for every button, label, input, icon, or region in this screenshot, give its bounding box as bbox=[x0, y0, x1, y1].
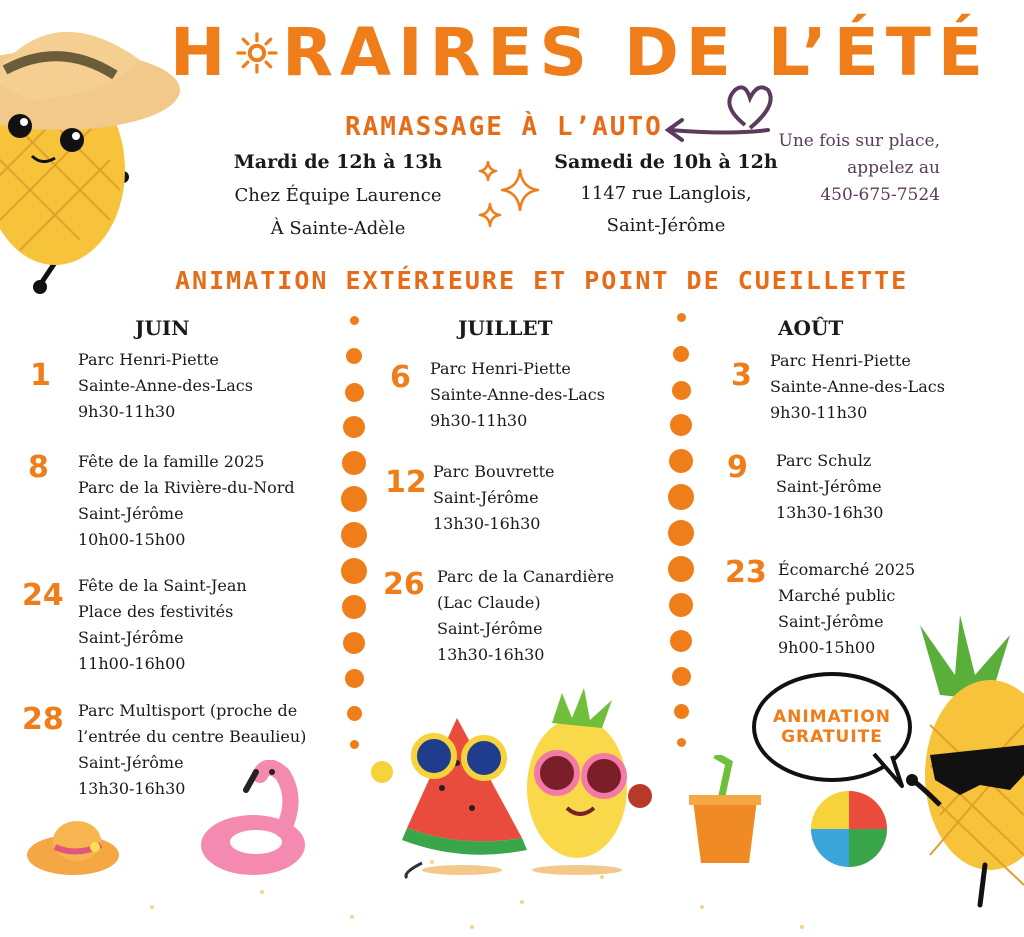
event-line: l’entrée du centre Beaulieu) bbox=[78, 727, 307, 746]
title-rest: RAIRES DE L’ÉTÉ bbox=[282, 14, 990, 91]
event-line: Écomarché 2025 bbox=[778, 560, 916, 579]
june-day-8: 8 bbox=[28, 450, 49, 485]
august-event-2 bbox=[776, 448, 883, 526]
event-line: Marché public bbox=[778, 586, 896, 605]
event-line: Saint-Jérôme bbox=[78, 628, 184, 647]
beach-ball-illustration bbox=[808, 788, 890, 870]
section-title: ANIMATION EXTÉRIEURE ET POINT DE CUEILLETTE bbox=[175, 266, 909, 295]
pickup-tuesday-line1: Chez Équipe Laurence bbox=[234, 185, 442, 206]
june-event-4 bbox=[78, 698, 306, 802]
event-line: (Lac Claude) bbox=[437, 593, 541, 612]
sun-icon bbox=[236, 21, 278, 85]
july-day-12: 12 bbox=[385, 465, 427, 500]
pickup-saturday-line1: 1147 rue Langlois, bbox=[580, 183, 752, 204]
event-line: 13h30-16h30 bbox=[78, 779, 186, 798]
event-line: Parc Multisport (proche de bbox=[78, 701, 298, 720]
august-event-3 bbox=[778, 557, 915, 661]
pickup-title: RAMASSAGE À L’AUTO bbox=[345, 112, 663, 142]
sparkles-icon bbox=[472, 160, 542, 235]
event-line: Sainte-Anne-des-Lacs bbox=[430, 385, 605, 404]
badge-line2: GRATUITE bbox=[781, 727, 883, 747]
july-event-2 bbox=[433, 459, 554, 537]
event-line: Saint-Jérôme bbox=[776, 477, 882, 496]
event-line: Saint-Jérôme bbox=[78, 504, 184, 523]
june-event-2 bbox=[78, 449, 295, 553]
event-line: Fête de la Saint-Jean bbox=[78, 576, 247, 595]
event-line: 13h30-16h30 bbox=[433, 514, 541, 533]
event-line: Parc de la Canardière bbox=[437, 567, 615, 586]
august-day-3: 3 bbox=[731, 358, 752, 393]
sun-hat-illustration bbox=[25, 815, 120, 880]
note-line1: Une fois sur place, bbox=[778, 131, 940, 151]
pickup-saturday-heading: Samedi de 10h à 12h bbox=[554, 151, 778, 173]
event-line: Parc de la Rivière-du-Nord bbox=[78, 478, 295, 497]
pickup-saturday-line2: Saint-Jérôme bbox=[606, 215, 726, 236]
event-line: Fête de la famille 2025 bbox=[78, 452, 265, 471]
event-line: Saint-Jérôme bbox=[437, 619, 543, 638]
june-event-3 bbox=[78, 573, 247, 677]
event-line: 9h30-11h30 bbox=[770, 403, 868, 422]
june-day-24: 24 bbox=[22, 578, 64, 613]
june-day-1: 1 bbox=[30, 358, 51, 393]
event-line: 11h00-16h00 bbox=[78, 654, 186, 673]
july-event-1 bbox=[430, 356, 605, 434]
watermelon-pineapple-friends-illustration bbox=[362, 688, 662, 883]
speech-bubble-tail bbox=[872, 752, 912, 792]
event-line: 13h30-16h30 bbox=[776, 503, 884, 522]
event-line: 9h00-15h00 bbox=[778, 638, 876, 657]
august-day-23: 23 bbox=[725, 555, 767, 590]
june-day-28: 28 bbox=[22, 702, 64, 737]
event-line: Parc Henri-Piette bbox=[430, 359, 571, 378]
event-line: Place des festivités bbox=[78, 602, 234, 621]
pickup-tuesday-heading: Mardi de 12h à 13h bbox=[233, 151, 443, 173]
pickup-tuesday-line2: À Sainte-Adèle bbox=[270, 218, 406, 239]
june-event-1 bbox=[78, 347, 253, 425]
event-line: Saint-Jérôme bbox=[433, 488, 539, 507]
beach-bucket-illustration bbox=[685, 755, 765, 867]
pickup-tuesday bbox=[218, 146, 458, 245]
august-event-1 bbox=[770, 348, 945, 426]
page-title bbox=[170, 8, 990, 98]
badge-line1: ANIMATION bbox=[772, 707, 892, 727]
event-line: Saint-Jérôme bbox=[78, 753, 184, 772]
july-day-26: 26 bbox=[383, 567, 425, 602]
title-prefix: H bbox=[170, 14, 233, 91]
event-line: 13h30-16h30 bbox=[437, 645, 545, 664]
july-event-3 bbox=[437, 564, 614, 668]
month-june-heading: JUIN bbox=[135, 316, 190, 340]
note-phone: 450-675-7524 bbox=[820, 185, 940, 205]
event-line: Sainte-Anne-des-Lacs bbox=[770, 377, 945, 396]
event-line: 10h00-15h00 bbox=[78, 530, 186, 549]
note-line2: appelez au bbox=[847, 158, 940, 178]
pickup-saturday bbox=[548, 146, 784, 242]
mango-mascot-illustration bbox=[0, 0, 185, 300]
event-line: 9h30-11h30 bbox=[78, 402, 176, 421]
july-day-6: 6 bbox=[390, 360, 411, 395]
august-day-9: 9 bbox=[727, 450, 748, 485]
month-july-heading: JUILLET bbox=[458, 316, 553, 340]
pickup-note bbox=[760, 128, 940, 209]
event-line: Parc Henri-Piette bbox=[770, 351, 911, 370]
event-line: Saint-Jérôme bbox=[778, 612, 884, 631]
event-line: Parc Schulz bbox=[776, 451, 872, 470]
event-line: Sainte-Anne-des-Lacs bbox=[78, 376, 253, 395]
pineapple-mascot-illustration bbox=[900, 615, 1024, 915]
event-line: 9h30-11h30 bbox=[430, 411, 528, 430]
event-line: Parc Henri-Piette bbox=[78, 350, 219, 369]
event-line: Parc Bouvrette bbox=[433, 462, 555, 481]
month-august-heading: AOÛT bbox=[778, 316, 844, 340]
